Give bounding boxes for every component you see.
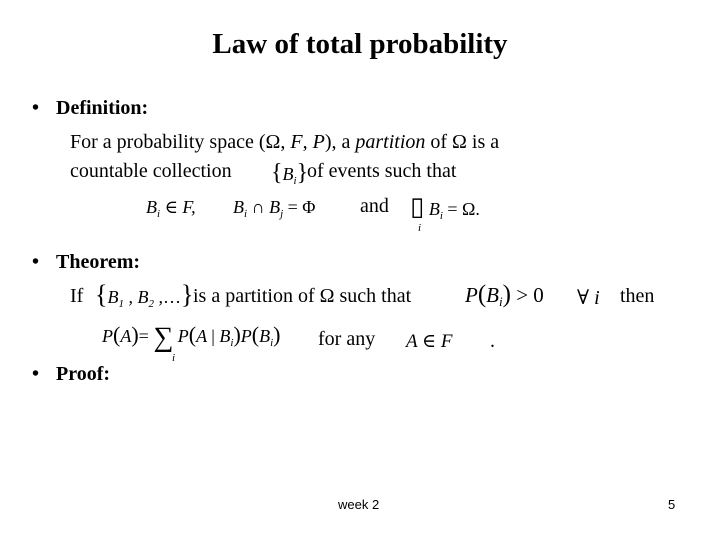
theorem-bullet: [32, 251, 140, 274]
bullet-icon: •: [32, 251, 40, 273]
for-all-i-formula: ∀ i: [577, 287, 600, 309]
and-word: and: [360, 195, 389, 217]
slide-title: Law of total probability: [212, 28, 508, 60]
footer-week: week 2: [338, 497, 380, 512]
partition-term: partition: [355, 131, 426, 153]
bi-in-f-formula: $B_i$ ∈ F,: [146, 197, 196, 220]
bullet-icon: •: [32, 363, 40, 385]
definition-line-2-prefix: countable collection: [70, 160, 232, 182]
theorem-if: If: [70, 285, 84, 307]
total-probability-formula: P(A)= ∑ P(A | $B_i)P(B_i)$ i: [102, 322, 281, 364]
a-in-f-formula: A ∈ F: [406, 331, 453, 352]
proof-heading: Proof:: [56, 363, 111, 385]
set-b1-b2-formula: {$B_1$ , $B_2$ ,…}: [95, 280, 194, 310]
proof-bullet: [32, 363, 110, 386]
set-bi-formula: $\{B_i\}$: [271, 160, 309, 187]
theorem-heading: Theorem:: [56, 251, 141, 273]
p-bi-positive-formula: $P(B_i) > 0$: [465, 281, 544, 309]
theorem-then: then: [620, 285, 655, 307]
page-number: 5: [668, 497, 676, 512]
union-bi-formula: ▯ $B_i = \Omega$. i: [410, 192, 480, 234]
theorem-for-any: for any: [318, 328, 376, 350]
formula-period: .: [490, 330, 495, 352]
definition-bullet: [32, 97, 148, 120]
bullet-icon: •: [32, 97, 40, 119]
definition-heading: Definition:: [56, 97, 149, 119]
definition-line-1: For a probability space (Ω, F, P), a partition of Ω is a: [70, 131, 500, 153]
definition-line-2-suffix: of events such that: [307, 160, 457, 182]
theorem-partition-text: is a partition of Ω such that: [193, 285, 412, 307]
bi-cap-bj-formula: $B_i$ ∩ $B_j = \Phi$: [233, 197, 316, 220]
